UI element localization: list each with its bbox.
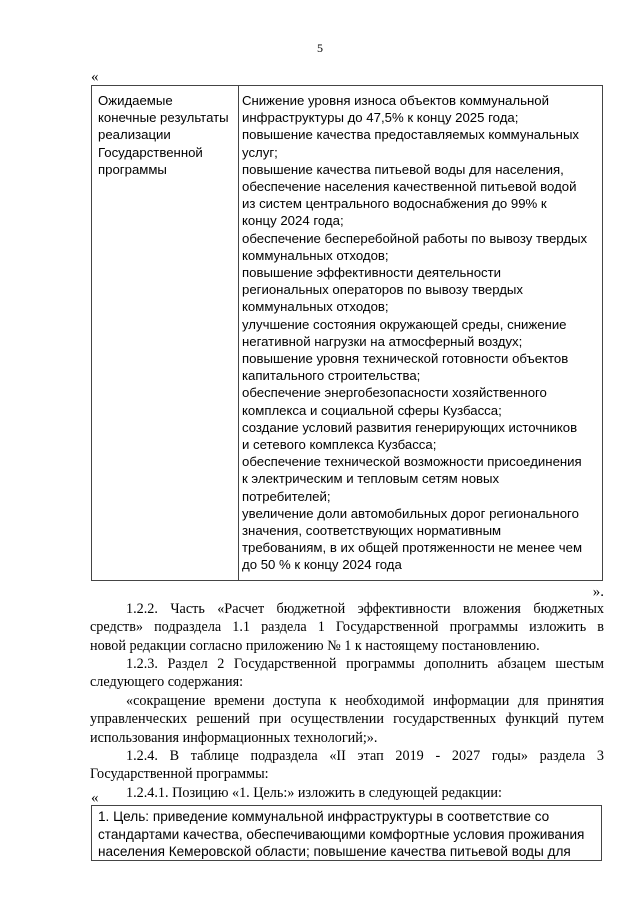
result-line: услуг; <box>242 144 278 160</box>
paragraph-1-2-2 <box>90 600 604 655</box>
paragraph-line: следующего содержания: <box>90 674 244 691</box>
result-line: Снижение уровня износа объектов коммунальной <box>242 93 549 108</box>
open-quote-2: « <box>91 790 99 806</box>
goal-line: 1. Цель: приведение коммунальной инфраструктуры в соответствие со <box>98 809 550 824</box>
result-line: требованиям, в их общей протяженности не менее чем <box>242 540 583 556</box>
result-line: коммунальных отходов; <box>242 247 389 263</box>
result-line: обеспечение бесперебойной работы по вывозу твердых <box>242 230 588 246</box>
result-line: потребителей; <box>242 488 331 504</box>
paragraph-line: 1.2.3. Раздел 2 Государственной программы дополнить абзацем шестым <box>126 656 604 672</box>
label-line: Ожидаемые <box>98 93 173 108</box>
result-line: увеличение доли автомобильных дорог регионального <box>242 505 579 521</box>
paragraph-line: «сокращение времени доступа к необходимой информации для принятия <box>126 693 604 709</box>
paragraph-line: новой редакции согласно приложению № 1 к настоящему постановлению. <box>90 637 540 654</box>
result-line: повышение качества предоставляемых коммунальных <box>242 127 580 143</box>
result-line: региональных операторов по вывозу твердых <box>242 282 523 298</box>
result-line: концу 2024 года; <box>242 213 344 229</box>
result-line: капитального строительства; <box>242 368 421 384</box>
goal-line: населения Кемеровской области; повышение качества питьевой воды для <box>98 844 571 860</box>
result-line: обеспечение населения качественной питьевой водой <box>242 179 577 195</box>
results-table-label-cell <box>92 86 239 580</box>
paragraph-line: средств» подраздела 1.1 раздела 1 Государственной программы изложить в <box>90 619 604 636</box>
result-line: обеспечение энергобезопасности хозяйственного <box>242 385 547 401</box>
result-line: создание условий развития генерирующих источников <box>242 419 578 435</box>
goal-table <box>91 805 602 861</box>
paragraph-line: 1.2.2. Часть «Расчет бюджетной эффективности вложения бюджетных <box>126 601 604 617</box>
result-line: к электрическим и тепловым сетям новых <box>242 471 500 487</box>
result-line: коммунальных отходов; <box>242 299 389 315</box>
paragraph-line: 1.2.4.1. Позицию «1. Цель:» изложить в следующей редакции: <box>126 785 502 801</box>
page-number: 5 <box>317 41 323 55</box>
label-line: реализации <box>98 127 171 143</box>
goal-line: стандартами качества, обеспечивающими комфортные условия проживания <box>98 826 585 842</box>
result-line: улучшение состояния окружающей среды, снижение <box>242 316 567 332</box>
result-line: повышение эффективности деятельности <box>242 265 502 281</box>
paragraph-quoted-addition <box>90 692 604 747</box>
result-line: обеспечение технической возможности присоединения <box>242 454 582 470</box>
paragraph-1-2-4 <box>90 747 604 784</box>
result-line: повышение качества питьевой воды для населения, <box>242 161 564 177</box>
result-line: комплекса и социальной сферы Кузбасса; <box>242 402 502 418</box>
paragraph-1-2-4-1 <box>90 784 604 802</box>
label-line: Государственной <box>98 144 203 160</box>
paragraph-line: Государственной программы: <box>90 766 269 783</box>
paragraph-line: 1.2.4. В таблице подраздела «II этап 2019 - 2027 годы» раздела 3 <box>126 748 604 764</box>
result-line: негативной нагрузки на атмосферный воздух; <box>242 333 523 349</box>
paragraph-1-2-3 <box>90 655 604 692</box>
results-table <box>91 85 603 581</box>
label-line: конечные результаты <box>98 110 229 126</box>
label-line: программы <box>98 161 167 177</box>
result-line: из систем центрального водоснабжения до 99% к <box>242 196 547 212</box>
paragraph-line: использования информационных технологий;». <box>90 729 378 746</box>
close-quote: ». <box>592 584 604 600</box>
results-table-value-cell <box>239 86 602 580</box>
open-quote: « <box>91 69 99 85</box>
result-line: до 50 % к концу 2024 года <box>242 557 402 573</box>
result-line: инфраструктуры до 47,5% к концу 2025 года; <box>242 110 519 126</box>
result-line: и сетевого комплекса Кузбасса; <box>242 437 437 453</box>
paragraph-line: управленческих решений при осуществлении государственных функций путем <box>90 711 604 728</box>
result-line: значения, соответствующих нормативным <box>242 523 502 539</box>
result-line: повышение уровня технической готовности объектов <box>242 351 569 367</box>
